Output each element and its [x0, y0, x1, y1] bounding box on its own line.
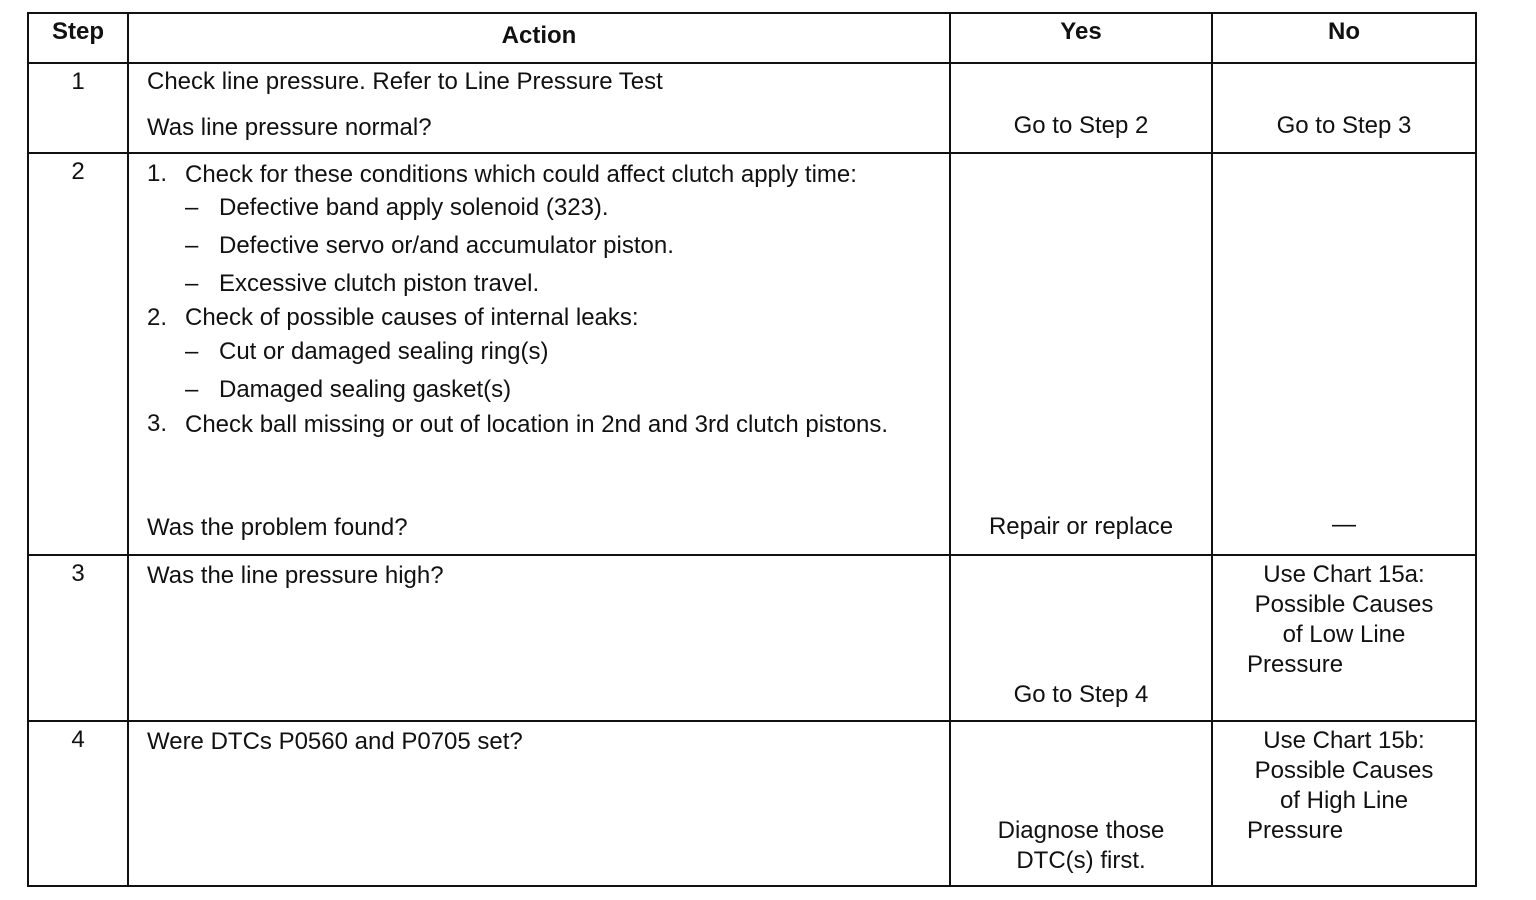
yes-outcome-line: Diagnose those [997, 817, 1165, 844]
dash-marker: – [185, 338, 199, 365]
table-row [28, 721, 1476, 886]
yes-outcome: Go to Step 4 [1013, 681, 1149, 708]
item-text: Check for these conditions which could affect clutch apply time: [185, 161, 857, 188]
chart-reference-link[interactable]: Use Chart 15a: [1263, 561, 1425, 588]
dash-marker: – [185, 270, 199, 297]
no-outcome [1213, 560, 1475, 680]
step-question: Was line pressure normal? [147, 114, 432, 141]
yes-outcome-line: DTC(s) first. [1016, 847, 1146, 874]
sub-item-text: Cut or damaged sealing ring(s) [219, 338, 549, 365]
header-yes: Yes [950, 13, 1212, 63]
step-question: Were DTCs P0560 and P0705 set? [147, 728, 523, 755]
item-number: 1. [147, 160, 168, 187]
no-outcome-line: of Low Line [1282, 621, 1406, 648]
no-outcome-line: Pressure [1247, 817, 1344, 844]
header-action: Action [128, 13, 950, 63]
header-step: Step [28, 13, 128, 63]
table-header-row [28, 13, 1476, 63]
table-row [28, 153, 1476, 555]
sub-item-text: Excessive clutch piston travel. [219, 270, 540, 297]
table-row [28, 63, 1476, 153]
sub-item [147, 338, 931, 366]
no-outcome-line: of High Line [1279, 787, 1409, 814]
step-question: Was the line pressure high? [147, 562, 444, 589]
no-outcome [1213, 726, 1475, 846]
sub-item-text: Damaged sealing gasket(s) [219, 376, 512, 403]
item-text: Check ball missing or out of location in 2nd and 3rd clutch pistons. [185, 411, 889, 438]
step-number: 1 [71, 68, 85, 95]
step-number: 3 [71, 560, 85, 587]
no-outcome: Go to Step 3 [1276, 112, 1412, 139]
yes-outcome [951, 816, 1211, 876]
dash-marker: – [185, 232, 199, 259]
step-question: Was the problem found? [147, 514, 408, 541]
action-item [147, 160, 931, 189]
sub-item [147, 270, 931, 298]
step-number: 2 [71, 158, 85, 185]
no-outcome-line: Pressure [1247, 651, 1344, 678]
table-row [28, 555, 1476, 721]
diagnostic-table [27, 12, 1477, 887]
sub-item [147, 376, 931, 404]
step-number: 4 [71, 726, 85, 753]
action-item [147, 304, 931, 332]
sub-item [147, 232, 931, 260]
header-no: No [1212, 13, 1476, 63]
item-number: 3. [147, 410, 168, 437]
no-outcome-line: Possible Causes [1254, 757, 1434, 784]
no-outcome: — [1332, 511, 1356, 538]
sub-item-text: Defective band apply solenoid (323). [219, 194, 609, 221]
no-outcome-line: Possible Causes [1254, 591, 1434, 618]
chart-reference-link[interactable]: Use Chart 15b: [1263, 727, 1425, 754]
action-text: Check line pressure. Refer to Line Pressure Test [147, 68, 663, 95]
dash-marker: – [185, 376, 199, 403]
item-text: Check of possible causes of internal leaks: [185, 304, 639, 331]
yes-outcome: Repair or replace [988, 513, 1174, 540]
item-number: 2. [147, 304, 168, 331]
dash-marker: – [185, 194, 199, 221]
action-item [147, 410, 931, 439]
sub-item-text: Defective servo or/and accumulator piston. [219, 232, 674, 259]
yes-outcome: Go to Step 2 [1013, 112, 1149, 139]
sub-item [147, 194, 931, 222]
